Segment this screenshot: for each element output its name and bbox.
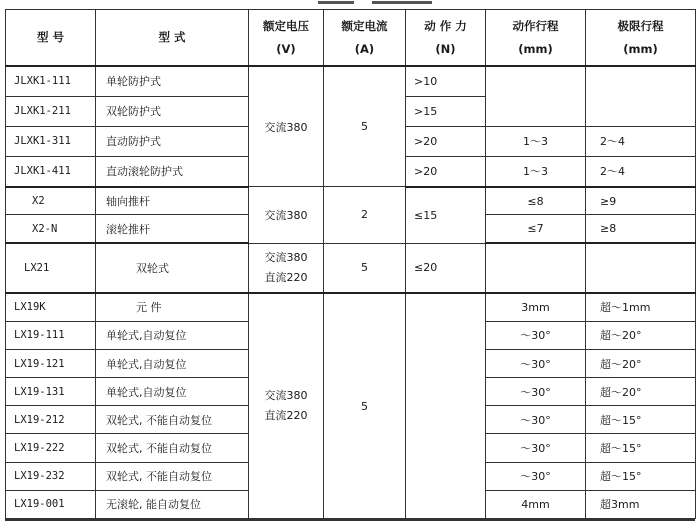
table-row	[6, 66, 696, 96]
header-force-unit: (N)	[435, 42, 456, 57]
stroke-cell: ～30°	[486, 349, 586, 377]
header-limit-label: 极限行程	[617, 19, 664, 34]
model-cell: LX19-111	[6, 321, 96, 349]
type-cell: 双轮式, 不能自动复位	[96, 406, 249, 434]
force-cell: ≤20	[406, 243, 486, 293]
header-current-unit: (A)	[354, 42, 375, 57]
limit-cell: 超～20°	[586, 378, 696, 406]
model-cell: X2-N	[6, 215, 96, 243]
limit-cell: 2～4	[586, 126, 696, 156]
current-cell: 5	[324, 66, 406, 187]
bottom-rule	[5, 519, 695, 521]
stroke-cell	[486, 66, 586, 126]
stroke-cell: ～30°	[486, 406, 586, 434]
stroke-cell: 3mm	[486, 293, 586, 321]
table-row	[6, 293, 696, 321]
limit-cell: 超～20°	[586, 349, 696, 377]
voltage-cell	[249, 243, 324, 293]
stroke-cell: 1～3	[486, 126, 586, 156]
type-cell: 双轮式, 不能自动复位	[96, 434, 249, 462]
current-cell: 5	[324, 293, 406, 518]
force-cell: >20	[406, 126, 486, 156]
voltage-ac: 交流380	[264, 250, 308, 264]
stroke-cell: ～30°	[486, 378, 586, 406]
stroke-cell	[486, 243, 586, 293]
type-cell: 单轮式,自动复位	[96, 321, 249, 349]
table-row	[6, 187, 696, 215]
limit-cell	[586, 66, 696, 126]
force-cell: ≤15	[406, 187, 486, 243]
model-cell: LX19-212	[6, 406, 96, 434]
header-stroke-unit: (mm)	[518, 42, 553, 57]
header-limit-unit: (mm)	[623, 42, 658, 57]
voltage-dc: 直流220	[264, 270, 308, 284]
header-current-label: 额定电流	[341, 19, 388, 34]
current-cell: 2	[324, 187, 406, 243]
type-cell: 单轮式,自动复位	[96, 349, 249, 377]
type-cell: 轴向推杆	[96, 187, 249, 215]
stroke-cell: ～30°	[486, 462, 586, 490]
model-cell: LX19-131	[6, 378, 96, 406]
header-stroke-label: 动作行程	[512, 19, 559, 34]
force-cell: >15	[406, 96, 486, 126]
type-cell: 元 件	[96, 293, 249, 321]
limit-cell: 2～4	[586, 157, 696, 187]
voltage-cell	[249, 293, 324, 518]
header-force-label: 动 作 力	[424, 19, 467, 34]
table-row	[6, 243, 696, 293]
limit-cell: 超～20°	[586, 321, 696, 349]
type-cell: 直动滚轮防护式	[96, 157, 249, 187]
header-current	[324, 10, 406, 66]
header-voltage-label: 额定电压	[263, 19, 309, 34]
header-row	[6, 10, 696, 66]
limit-cell	[586, 243, 696, 293]
model-cell: JLXK1-111	[6, 66, 96, 96]
header-model: 型 号	[6, 10, 96, 66]
stroke-cell: ≤7	[486, 215, 586, 243]
limit-cell: ≥9	[586, 187, 696, 215]
force-cell: >10	[406, 66, 486, 96]
voltage-cell: 交流380	[249, 187, 324, 243]
type-cell: 滚轮推杆	[96, 215, 249, 243]
voltage-cell: 交流380	[249, 66, 324, 187]
model-cell: LX19-001	[6, 490, 96, 518]
limit-cell: 超～1mm	[586, 293, 696, 321]
model-cell: LX19K	[6, 293, 96, 321]
limit-cell: 超～15°	[586, 406, 696, 434]
stroke-cell: ～30°	[486, 321, 586, 349]
limit-cell: 超～15°	[586, 434, 696, 462]
model-cell: LX19-121	[6, 349, 96, 377]
model-cell: JLXK1-311	[6, 126, 96, 156]
header-force	[406, 10, 486, 66]
stroke-cell: 1～3	[486, 157, 586, 187]
header-limit	[586, 10, 696, 66]
limit-cell: 超3mm	[586, 490, 696, 518]
type-cell: 单轮式,自动复位	[96, 378, 249, 406]
type-cell: 双轮式	[96, 243, 249, 293]
type-cell: 直动防护式	[96, 126, 249, 156]
type-cell: 双轮式, 不能自动复位	[96, 462, 249, 490]
stroke-cell: ≤8	[486, 187, 586, 215]
limit-cell: 超～15°	[586, 462, 696, 490]
header-stroke	[486, 10, 586, 66]
stroke-cell: ～30°	[486, 434, 586, 462]
header-type: 型 式	[96, 10, 249, 66]
stroke-cell: 4mm	[486, 490, 586, 518]
force-cell	[406, 293, 486, 518]
type-cell: 无滚轮, 能自动复位	[96, 490, 249, 518]
model-cell: LX19-222	[6, 434, 96, 462]
force-cell: >20	[406, 157, 486, 187]
current-cell: 5	[324, 243, 406, 293]
voltage-dc: 直流220	[264, 409, 308, 423]
model-cell: JLXK1-211	[6, 96, 96, 126]
type-cell: 双轮防护式	[96, 96, 249, 126]
model-cell: LX21	[6, 243, 96, 293]
limit-cell: ≥8	[586, 215, 696, 243]
header-voltage-unit: (V)	[276, 42, 296, 57]
type-cell: 单轮防护式	[96, 66, 249, 96]
model-cell: JLXK1-411	[6, 157, 96, 187]
top-cropped-title-fragment	[0, 0, 700, 8]
model-cell: X2	[6, 187, 96, 215]
header-voltage	[249, 10, 324, 66]
voltage-ac: 交流380	[264, 389, 308, 403]
limit-switch-spec-table	[5, 9, 696, 519]
model-cell: LX19-232	[6, 462, 96, 490]
